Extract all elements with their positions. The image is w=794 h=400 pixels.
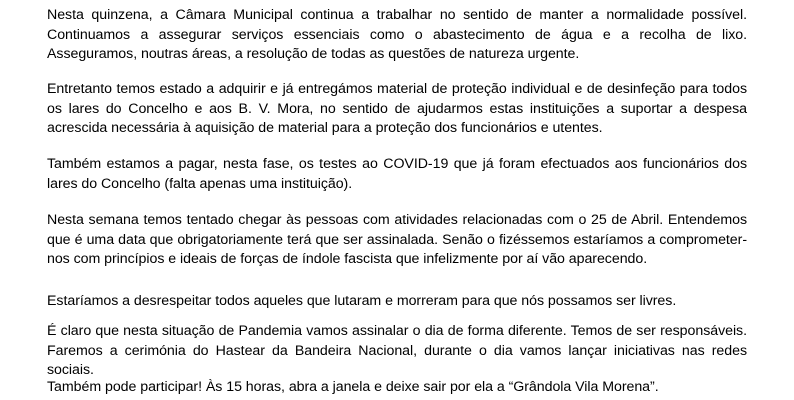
paragraph-6: É claro que nesta situação de Pandemia vamos assinalar o dia de forma diferente. Temos de ser responsáveis. Faremos a cerimónia do Hastear da Bandeira Nacional, durante o dia vamos lançar iniciativas nas redes sociais. — [47, 323, 747, 379]
paragraph-1: Nesta quinzena, a Câmara Municipal continua a trabalhar no sentido de manter a normalidade possível. Continuamos a assegurar serviços essenciais como o abastecimento de água e a recolha de lixo. Asseguramos, noutras áreas, a resolução de todas as questões de natureza urgente. — [47, 7, 747, 63]
paragraph-2: Entretanto temos estado a adquirir e já entregámos material de proteção individual e de desinfeção para todos os lares do Concelho e aos B. V. Mora, no sentido de ajudarmos estas instituições a suportar a despesa acrescida necessária à aquisição de material para a proteção dos funcionários e utentes. — [47, 81, 747, 137]
paragraph-7: Também pode participar! Às 15 horas, abra a janela e deixe sair por ela a “Grândola Vila Morena”. — [47, 379, 659, 395]
paragraph-4: Nesta semana temos tentado chegar às pessoas com atividades relacionadas com o 25 de Abril. Entendemos que é uma data que obrigatoriamente terá que ser assinalada. Senão o fizéssemos estaríamos a comprometer-nos com princípios e ideais de forças de índole fascista que infelizmente por aí vão aparecendo. — [47, 212, 747, 268]
paragraph-5: Estaríamos a desrespeitar todos aqueles que lutaram e morreram para que nós possamos ser livres. — [47, 293, 677, 309]
paragraph-3: Também estamos a pagar, nesta fase, os testes ao COVID-19 que já foram efectuados aos funcionários dos lares do Concelho (falta apenas uma instituição). — [47, 156, 747, 192]
